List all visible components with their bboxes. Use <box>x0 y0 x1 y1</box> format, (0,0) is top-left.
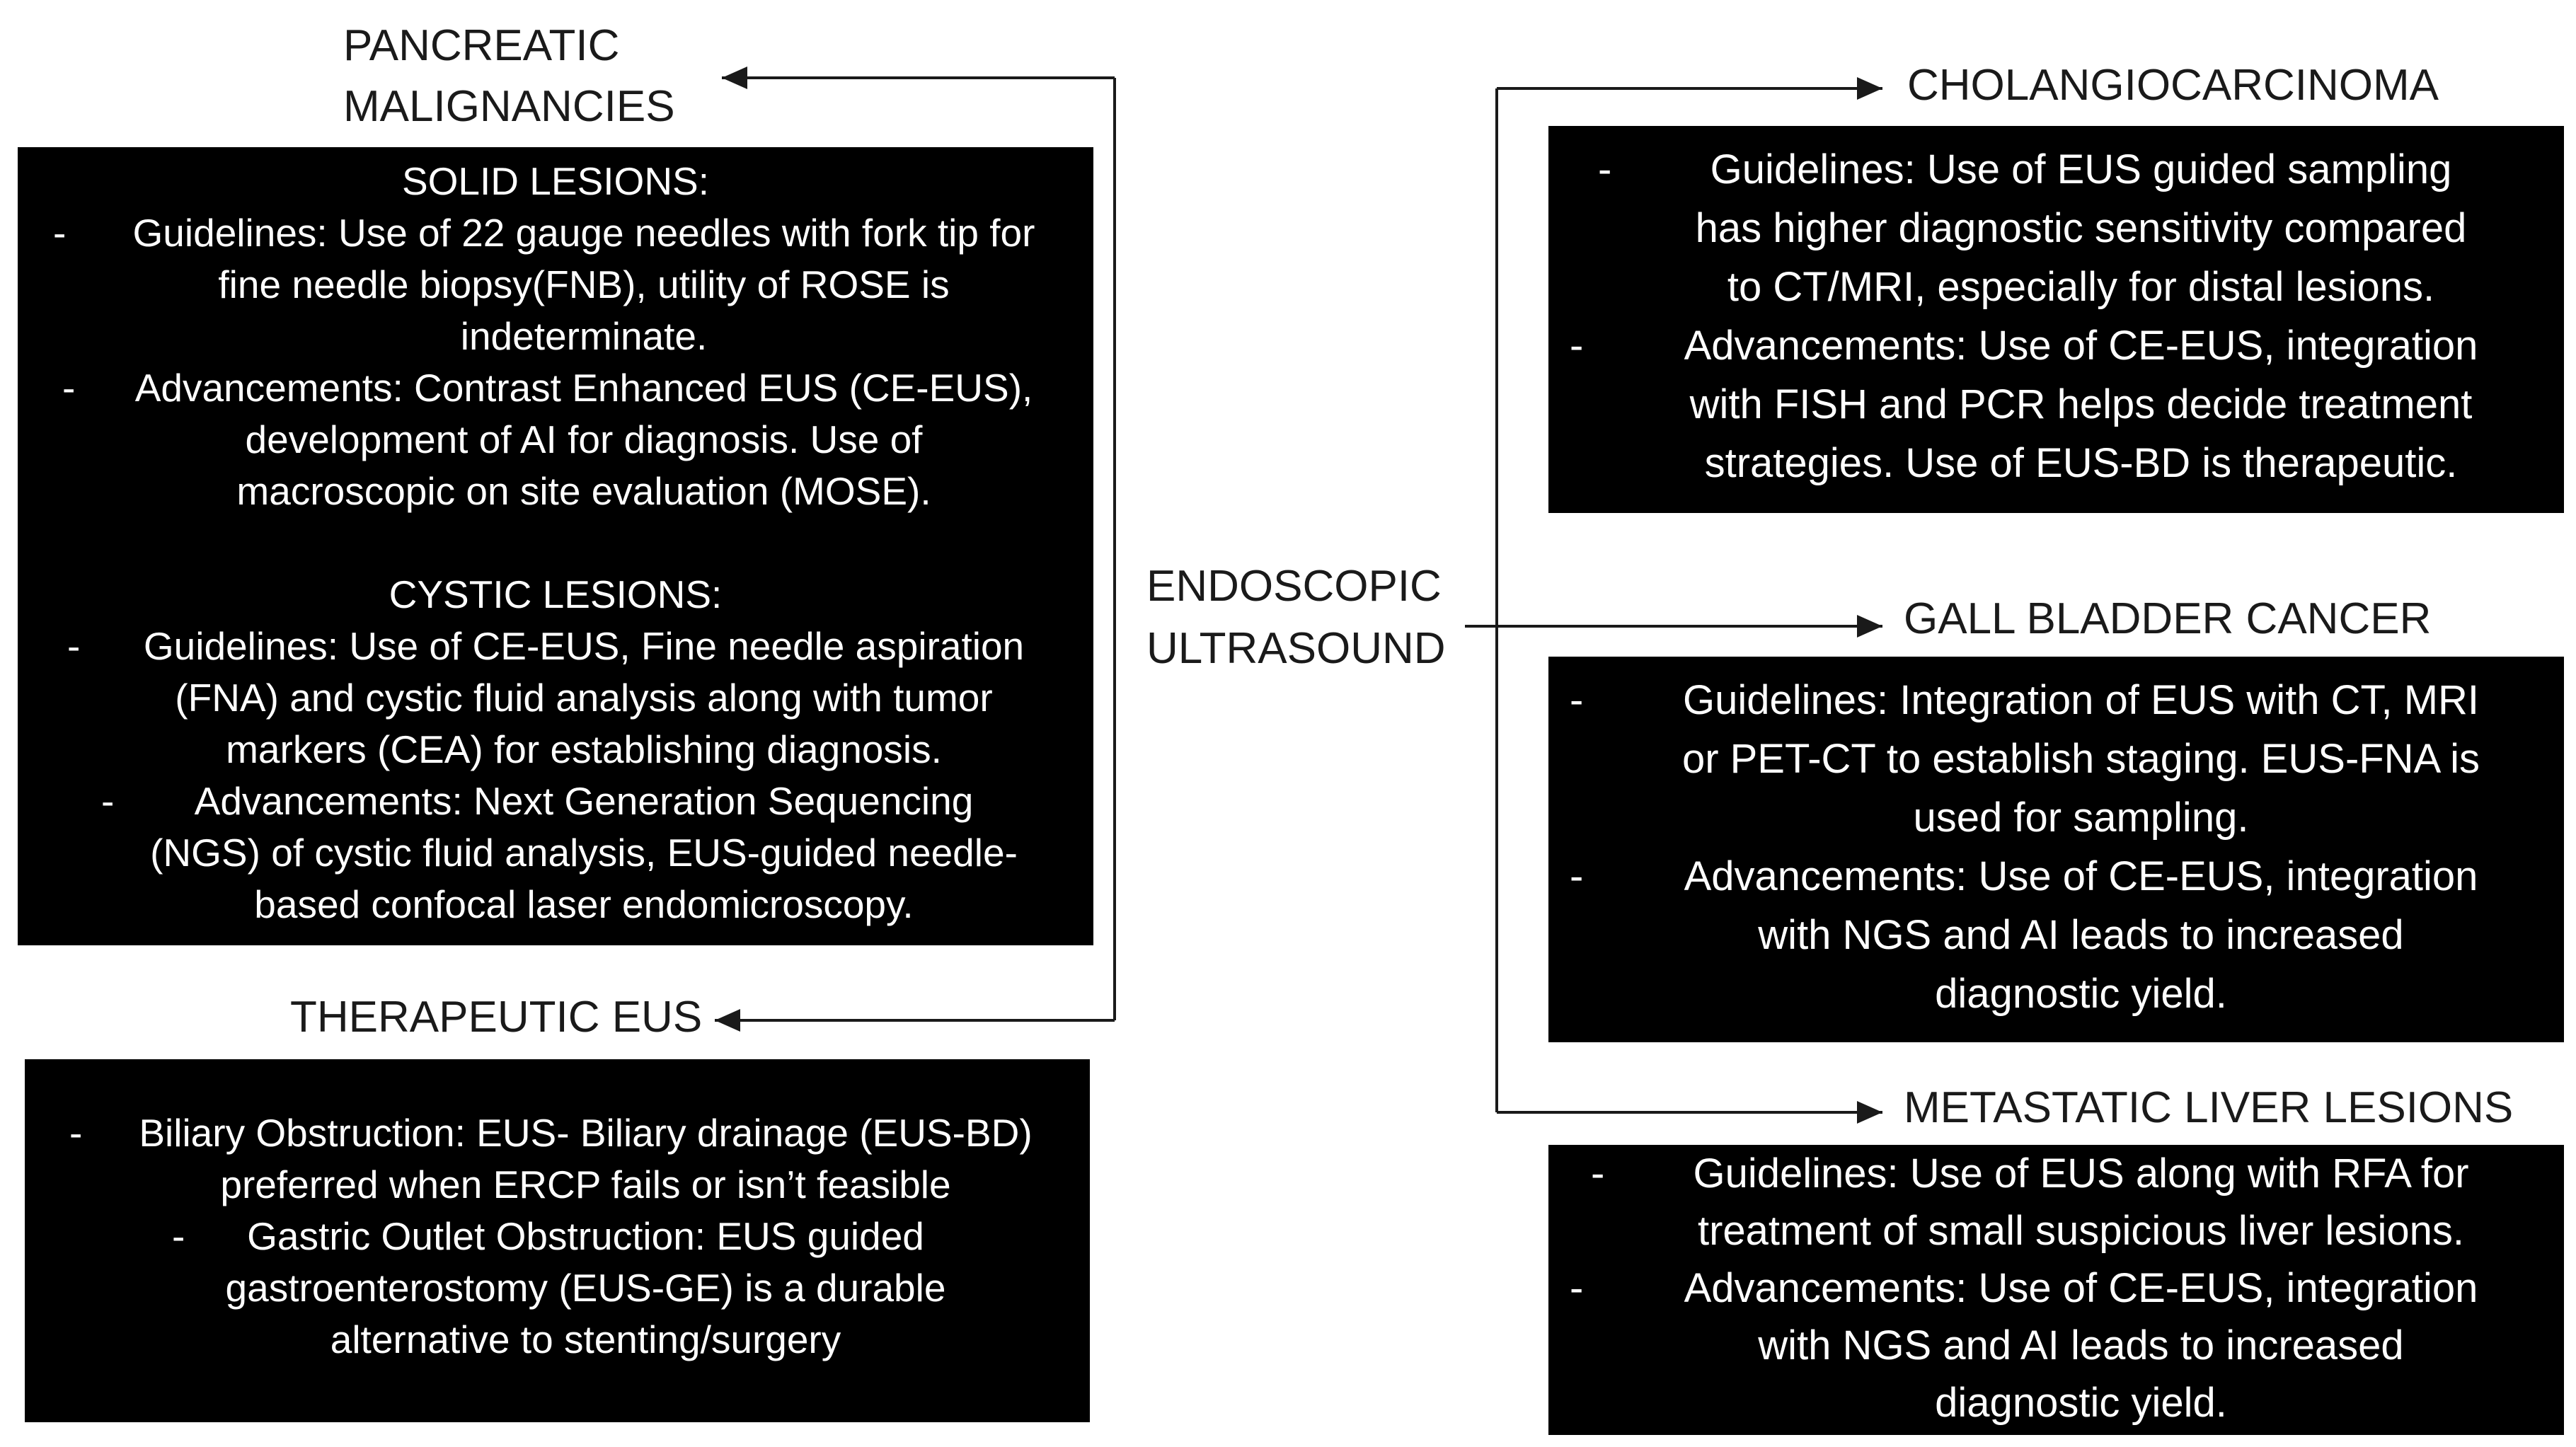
line: or PET-CT to establish staging. EUS-FNA is <box>1681 736 2480 782</box>
line: treatment of small suspicious liver lesions. <box>1697 1208 2465 1254</box>
line: indeterminate. <box>460 314 708 358</box>
bullet-dash: - <box>1570 1265 1584 1311</box>
gallbladder-box <box>1548 657 2564 1042</box>
solid-guidelines-item <box>30 207 1081 362</box>
line: Guidelines: Use of 22 gauge needles with fork tip for <box>132 211 1035 255</box>
bullet-dash: - <box>67 624 81 668</box>
gastric-outlet-item <box>38 1211 1077 1366</box>
cholangio-guidelines-item <box>1570 140 2543 316</box>
metastatic-advancements-item <box>1570 1259 2543 1431</box>
line: preferred when ERCP fails or isn’t feasible <box>220 1163 951 1206</box>
therapeutic-heading: THERAPEUTIC EUS <box>290 993 703 1042</box>
line: alternative to stenting/surgery <box>330 1318 841 1361</box>
bullet-dash: - <box>1570 677 1584 723</box>
bullet-dash: - <box>1598 146 1612 192</box>
gallbladder-guidelines-item <box>1570 671 2543 847</box>
line: gastroenterostomy (EUS-GE) is a durable <box>225 1266 946 1310</box>
line: diagnostic yield. <box>1935 971 2227 1017</box>
gallbladder-heading: GALL BLADDER CANCER <box>1904 594 2432 643</box>
pancreatic-heading-line2: MALIGNANCIES <box>343 82 675 131</box>
line: (NGS) of cystic fluid analysis, EUS-guided needle- <box>150 831 1018 875</box>
line: Guidelines: Use of CE-EUS, Fine needle aspiration <box>143 624 1025 668</box>
line: Advancements: Contrast Enhanced EUS (CE-EUS), <box>134 366 1033 410</box>
biliary-obstruction-item <box>38 1107 1077 1211</box>
center-label-line2: ULTRASOUND <box>1146 624 1446 673</box>
bullet-dash: - <box>1591 1151 1605 1197</box>
cholangio-heading: CHOLANGIOCARCINOMA <box>1907 61 2439 110</box>
pancreatic-box <box>18 147 1093 945</box>
line: Advancements: Use of CE-EUS, integration <box>1684 1265 2478 1311</box>
cholangio-box <box>1548 126 2564 513</box>
bullet-dash: - <box>1570 853 1584 899</box>
line: Advancements: Use of CE-EUS, integration <box>1684 323 2478 369</box>
line: with NGS and AI leads to increased <box>1758 912 2404 958</box>
metastatic-box <box>1548 1145 2564 1435</box>
cholangio-advancements-item <box>1570 316 2543 492</box>
line: (FNA) and cystic fluid analysis along with tumor <box>175 676 993 720</box>
pancreatic-heading-line1: PANCREATIC <box>343 21 620 70</box>
line: to CT/MRI, especially for distal lesions. <box>1727 264 2435 310</box>
line: macroscopic on site evaluation (MOSE). <box>236 469 931 513</box>
line: Guidelines: Use of EUS guided sampling <box>1710 146 2452 192</box>
line: used for sampling. <box>1913 795 2249 841</box>
center-label <box>1146 555 1446 680</box>
line: Guidelines: Use of EUS along with RFA for <box>1693 1151 2469 1197</box>
gallbladder-advancements-item <box>1570 847 2543 1023</box>
line: development of AI for diagnosis. Use of <box>245 417 923 461</box>
cystic-guidelines-item <box>30 621 1081 776</box>
cystic-lesions-title: CYSTIC LESIONS: <box>389 572 723 616</box>
line: diagnostic yield. <box>1935 1380 2227 1426</box>
line: markers (CEA) for establishing diagnosis. <box>226 727 942 771</box>
bullet-dash: - <box>1570 323 1584 369</box>
therapeutic-box <box>25 1059 1090 1422</box>
bullet-dash: - <box>53 211 67 255</box>
bullet-dash: - <box>62 366 76 410</box>
line: fine needle biopsy(FNB), utility of ROSE is <box>218 263 950 306</box>
bullet-dash: - <box>172 1214 185 1258</box>
line: has higher diagnostic sensitivity compared <box>1695 205 2467 251</box>
metastatic-heading: METASTATIC LIVER LESIONS <box>1904 1083 2514 1132</box>
bullet-dash: - <box>101 779 115 823</box>
bullet-dash: - <box>69 1111 83 1155</box>
solid-advancements-item <box>30 362 1081 517</box>
line: Biliary Obstruction: EUS- Biliary drainage (EUS-BD) <box>139 1111 1033 1155</box>
line: based confocal laser endomicroscopy. <box>254 882 914 926</box>
line: Advancements: Use of CE-EUS, integration <box>1684 853 2478 899</box>
cystic-advancements-item <box>30 776 1081 930</box>
line: strategies. Use of EUS-BD is therapeutic. <box>1704 440 2458 486</box>
line: with FISH and PCR helps decide treatment <box>1689 381 2473 427</box>
line: Advancements: Next Generation Sequencing <box>194 779 974 823</box>
line: Gastric Outlet Obstruction: EUS guided <box>247 1214 924 1258</box>
metastatic-guidelines-item <box>1570 1145 2543 1259</box>
line: with NGS and AI leads to increased <box>1758 1322 2404 1368</box>
solid-lesions-title: SOLID LESIONS: <box>401 159 710 203</box>
pancreatic-heading <box>343 16 675 137</box>
center-label-line1: ENDOSCOPIC <box>1146 562 1442 611</box>
line: Guidelines: Integration of EUS with CT, MRI <box>1682 677 2480 723</box>
